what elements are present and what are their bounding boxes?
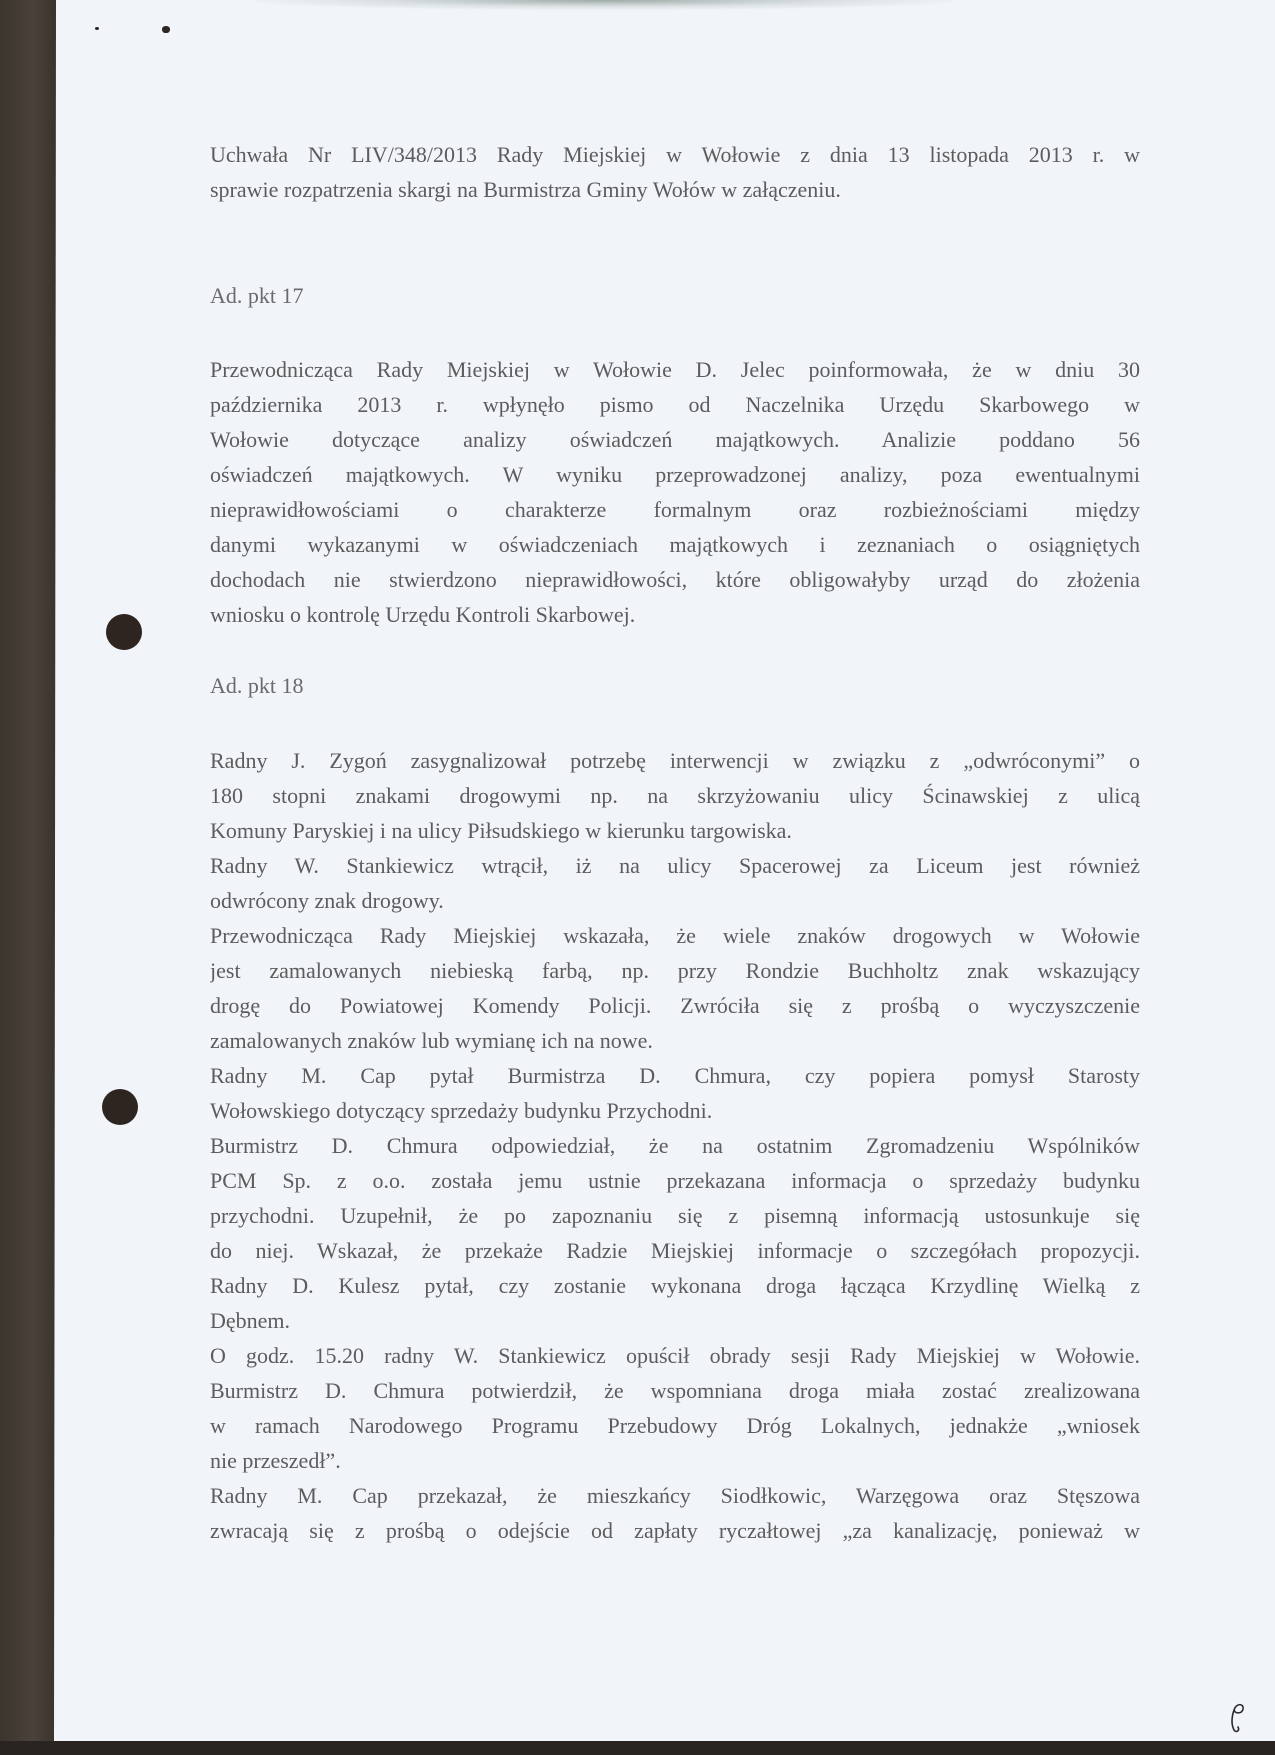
paragraph-line: zamalowanych znaków lub wymianę ich na nowe. bbox=[210, 1028, 653, 1053]
paragraph-line: Radny M. Cap pytał Burmistrza D. Chmura, czy popiera pomysł Starosty bbox=[210, 1063, 1140, 1088]
section-heading-18: Ad. pkt 18 bbox=[210, 673, 304, 698]
paragraph-line: Przewodnicząca Rady Miejskiej w Wołowie D. Jelec poinformowała, że w dniu 30 bbox=[210, 357, 1140, 382]
paragraph-line: w ramach Narodowego Programu Przebudowy Dróg Lokalnych, jednakże „wniosek bbox=[210, 1413, 1140, 1438]
paragraph-line: Burmistrz D. Chmura potwierdził, że wspomniana droga miała zostać zrealizowana bbox=[210, 1378, 1140, 1403]
paragraph-line: do niej. Wskazał, że przekaże Radzie Miejskiej informacje o szczegółach propozycji. bbox=[210, 1238, 1140, 1263]
scanner-bottom-edge bbox=[0, 1741, 1275, 1755]
scan-speck bbox=[95, 27, 99, 30]
paragraph-line: Komuny Paryskiej i na ulicy Piłsudskiego w kierunku targowiska. bbox=[210, 818, 792, 843]
intro-line: Uchwała Nr LIV/348/2013 Rady Miejskiej w Wołowie z dnia 13 listopada 2013 r. w bbox=[210, 142, 1140, 167]
paragraph-line: wniosku o kontrolę Urzędu Kontroli Skarbowej. bbox=[210, 602, 636, 627]
paragraph-line: Radny M. Cap przekazał, że mieszkańcy Siodłkowic, Warzęgowa oraz Stęszowa bbox=[210, 1483, 1140, 1508]
punch-hole-lower bbox=[102, 1089, 138, 1125]
paragraph-line: O godz. 15.20 radny W. Stankiewicz opuścił obrady sesji Rady Miejskiej w Wołowie. bbox=[210, 1343, 1140, 1368]
paragraph-line: nieprawidłowościami o charakterze formalnym oraz rozbieżnościami między bbox=[210, 497, 1140, 522]
scan-speck bbox=[162, 26, 170, 33]
paragraph-line: Wołowskiego dotyczący sprzedaży budynku Przychodni. bbox=[210, 1098, 713, 1123]
paragraph-line: Burmistrz D. Chmura odpowiedział, że na ostatnim Zgromadzeniu Wspólników bbox=[210, 1133, 1140, 1158]
paragraph-line: przychodni. Uzupełnił, że po zapoznaniu się z pisemną informacją ustosunkuje się bbox=[210, 1203, 1140, 1228]
paragraph-line: Dębnem. bbox=[210, 1308, 291, 1333]
document-body bbox=[210, 0, 1140, 1741]
section-heading-17: Ad. pkt 17 bbox=[210, 283, 304, 308]
paragraph-line: Przewodnicząca Rady Miejskiej wskazała, że wiele znaków drogowych w Wołowie bbox=[210, 923, 1140, 948]
paragraph-line: nie przeszedł”. bbox=[210, 1448, 341, 1473]
paragraph-line: odwrócony znak drogowy. bbox=[210, 888, 444, 913]
paragraph-line: jest zamalowanych niebieską farbą, np. przy Rondzie Buchholtz znak wskazujący bbox=[210, 958, 1140, 983]
paragraph-line: danymi wykazanymi w oświadczeniach majątkowych i zeznaniach o osiągniętych bbox=[210, 532, 1140, 557]
paragraph-line: Wołowie dotyczące analizy oświadczeń majątkowych. Analizie poddano 56 bbox=[210, 427, 1140, 452]
paragraph-line: drogę do Powiatowej Komendy Policji. Zwróciła się z prośbą o wyczyszczenie bbox=[210, 993, 1140, 1018]
paragraph-line: października 2013 r. wpłynęło pismo od Naczelnika Urzędu Skarbowego w bbox=[210, 392, 1140, 417]
paragraph-line: oświadczeń majątkowych. W wyniku przeprowadzonej analizy, poza ewentualnymi bbox=[210, 462, 1140, 487]
handwritten-p-mark-icon bbox=[1227, 1700, 1249, 1734]
paragraph-line: Radny W. Stankiewicz wtrącił, iż na ulicy Spacerowej za Liceum jest również bbox=[210, 853, 1140, 878]
scanner-binding-edge bbox=[0, 0, 56, 1755]
paragraph-line: Radny D. Kulesz pytał, czy zostanie wykonana droga łącząca Krzydlinę Wielką z bbox=[210, 1273, 1140, 1298]
paragraph-line: Radny J. Zygoń zasygnalizował potrzebę interwencji w związku z „odwróconymi” o bbox=[210, 748, 1140, 773]
punch-hole-upper bbox=[106, 614, 142, 650]
paragraph-line: 180 stopni znakami drogowymi np. na skrzyżowaniu ulicy Ścinawskiej z ulicą bbox=[210, 783, 1140, 808]
paragraph-line: dochodach nie stwierdzono nieprawidłowości, które obligowałyby urząd do złożenia bbox=[210, 567, 1140, 592]
paragraph-line: PCM Sp. z o.o. została jemu ustnie przekazana informacja o sprzedaży budynku bbox=[210, 1168, 1140, 1193]
intro-line: sprawie rozpatrzenia skargi na Burmistrza Gminy Wołów w załączeniu. bbox=[210, 177, 841, 202]
paragraph-line: zwracają się z prośbą o odejście od zapłaty ryczałtowej „za kanalizację, ponieważ w bbox=[210, 1518, 1140, 1543]
